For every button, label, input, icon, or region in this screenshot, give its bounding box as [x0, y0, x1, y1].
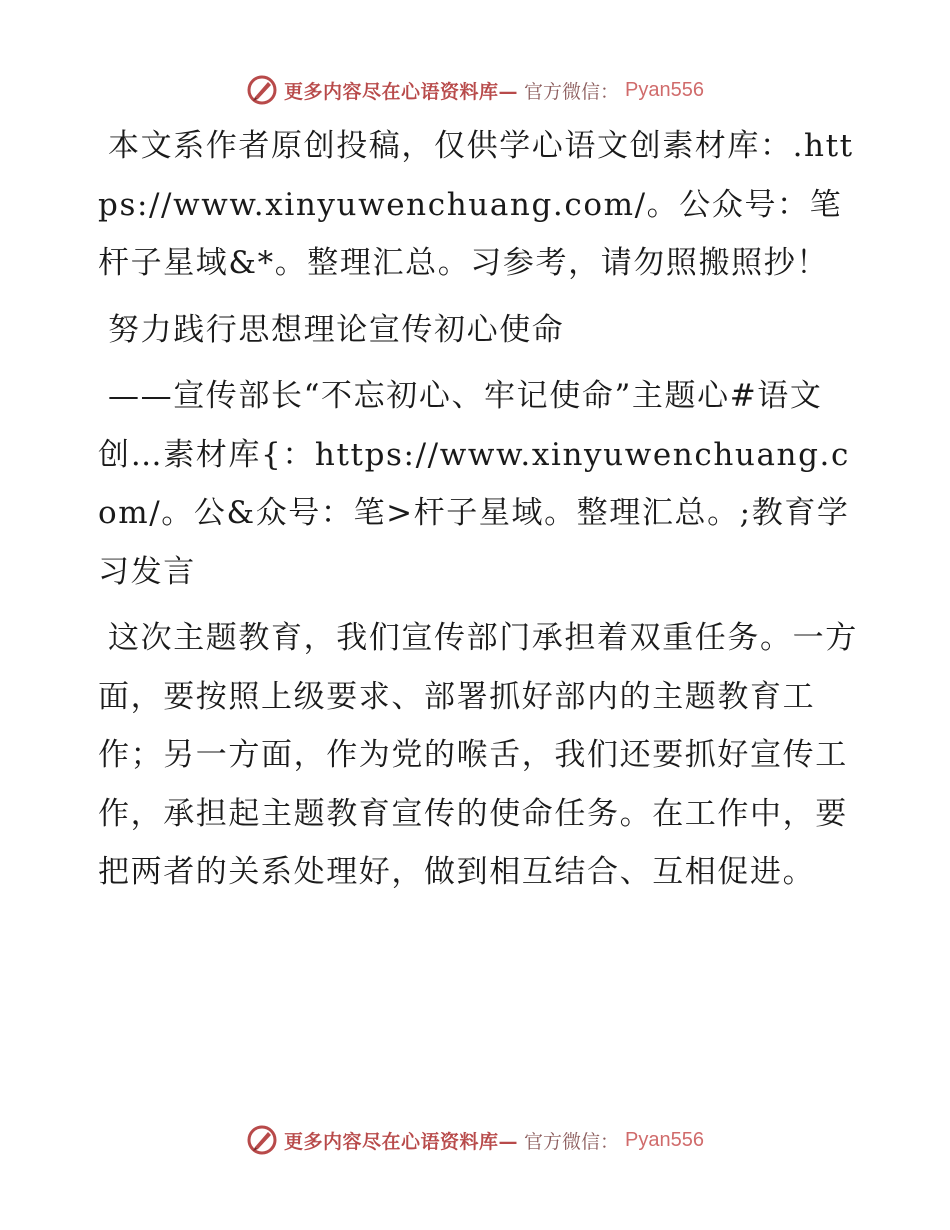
banner-text: 更多内容尽在心语资料库— [284, 1130, 519, 1153]
document-title: 努力践行思想理论宣传初心使命 [108, 311, 565, 348]
banner-wechat-label: 官方微信： [524, 1130, 620, 1153]
banner-wechat-id: Pyan556 [625, 1128, 704, 1151]
banner-wechat-label: 官方微信： [524, 80, 620, 103]
quill-pen-logo-icon [246, 1124, 278, 1156]
document-body [98, 117, 858, 910]
quill-pen-logo-icon [246, 74, 278, 106]
body-paragraph: 这次主题教育，我们宣传部门承担着双重任务。一方面，要按照上级要求、部署抓好部内的主题教育工作；另一方面，作为党的喉舌，我们还要抓好宣传工作，承担起主题教育宣传的使命任务。在工作中，要把两者的关系处理好，做到相互结合、互相促进。 [98, 620, 858, 890]
copyright-notice: 本文系作者原创投稿，仅供学心语文创素材库：.https://www.xinyuwenchuang.com/。公众号：笔杆子星域&*。整理汇总。习参考，请勿照搬照抄！ [98, 128, 854, 281]
footer-banner [0, 1120, 950, 1160]
banner-text: 更多内容尽在心语资料库— [284, 80, 519, 103]
banner-wechat-id: Pyan556 [625, 78, 704, 101]
header-banner [0, 70, 950, 110]
document-subtitle: ——宣传部长“不忘初心、牢记使命”主题心#语文创…素材库{：https://www.xinyuwenchuang.com/。公&众号：笔>杆子星域。整理汇总。;教育学习发言 [98, 378, 850, 590]
